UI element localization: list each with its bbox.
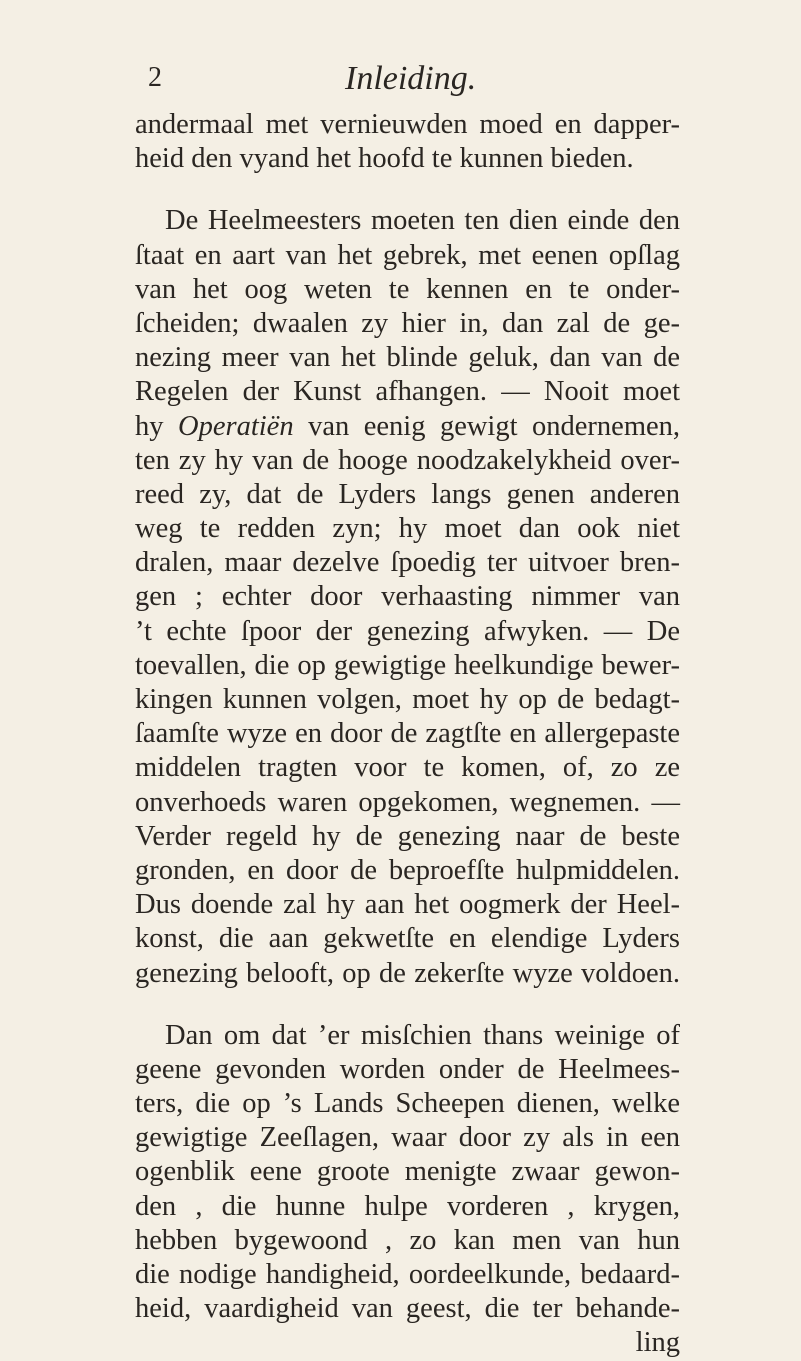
text-line: ogenblik eene groote menigte zwaar gewon- bbox=[135, 1156, 680, 1188]
text-line: onverhoeds waren opgekomen, wegnemen. — bbox=[135, 786, 680, 818]
text-line: dralen, maar dezelve ſpoedig ter uitvoer bren- bbox=[135, 547, 680, 579]
italic-word: Operatiën bbox=[178, 410, 294, 442]
text-line: kingen kunnen volgen, moet hy op de bedagt- bbox=[135, 684, 680, 715]
page-header bbox=[0, 58, 801, 98]
text-line: gronden, en door de beproefſte hulpmiddelen. bbox=[135, 854, 680, 886]
text-line: hebben bygewoond , zo kan men van hun bbox=[135, 1224, 680, 1256]
text-line: weg te redden zyn; hy moet dan ook niet bbox=[135, 513, 680, 545]
catchword: ling bbox=[635, 1327, 680, 1359]
text-line: konst, die aan gekwetſte en elendige Lyders bbox=[135, 923, 680, 955]
text-line: ’t echte ſpoor der genezing afwyken. — De bbox=[135, 615, 680, 647]
text-line: ters, die op ’s Lands Scheepen dienen, welke bbox=[135, 1088, 680, 1120]
text-fragment: hy bbox=[135, 410, 179, 442]
text-line: reed zy, dat de Lyders langs genen anderen bbox=[135, 478, 680, 510]
page-number: 2 bbox=[148, 62, 162, 93]
text-line: die nodige handigheid, oordeelkunde, bedaard- bbox=[135, 1259, 680, 1290]
text-line: Verder regeld hy de genezing naar de beste bbox=[135, 820, 680, 852]
text-line: genezing belooft, op de zekerſte wyze voldoen. bbox=[135, 957, 680, 989]
body-text bbox=[135, 108, 680, 1361]
text-line: ſaamſte wyze en door de zagtſte en allergepaste bbox=[135, 718, 680, 750]
text-line: middelen tragten voor te komen, of, zo ze bbox=[135, 752, 680, 784]
text-line: Dus doende zal hy aan het oogmerk der Heel- bbox=[135, 889, 680, 921]
text-line: ten zy hy van de hooge noodzakelykheid over- bbox=[135, 444, 680, 476]
text-line: ſcheiden; dwaalen zy hier in, dan zal de ge- bbox=[135, 307, 680, 339]
text-line: Regelen der Kunst afhangen. — Nooit moet bbox=[135, 376, 680, 408]
text-line: heid, vaardigheid van geest, die ter behande- bbox=[135, 1293, 680, 1325]
text-line: toevallen, die op gewigtige heelkundige bewer- bbox=[135, 649, 680, 681]
text-line: Dan om dat ’er misſchien thans weinige of bbox=[165, 1019, 680, 1051]
running-title: Inleiding. bbox=[345, 60, 477, 97]
text-line: De Heelmeesters moeten ten dien einde den bbox=[165, 205, 680, 237]
text-line bbox=[135, 410, 680, 444]
text-line: andermaal met vernieuwden moed en dapper- bbox=[135, 109, 680, 140]
text-line: heid den vyand het hoofd te kunnen bieden. bbox=[135, 143, 634, 175]
text-line: geene gevonden worden onder de Heelmees- bbox=[135, 1053, 680, 1085]
text-line: van het oog weten te kennen en te onder- bbox=[135, 273, 680, 305]
text-line: nezing meer van het blinde geluk, dan van de bbox=[135, 342, 680, 374]
text-line: gen ; echter door verhaasting nimmer van bbox=[135, 581, 680, 613]
text-line: den , die hunne hulpe vorderen , krygen, bbox=[135, 1190, 680, 1222]
text-fragment: van eenig gewigt ondernemen, bbox=[293, 410, 681, 442]
text-line: ſtaat en aart van het gebrek, met eenen opſlag bbox=[135, 239, 680, 271]
text-line: gewigtige Zeeſlagen, waar door zy als in een bbox=[135, 1122, 680, 1154]
